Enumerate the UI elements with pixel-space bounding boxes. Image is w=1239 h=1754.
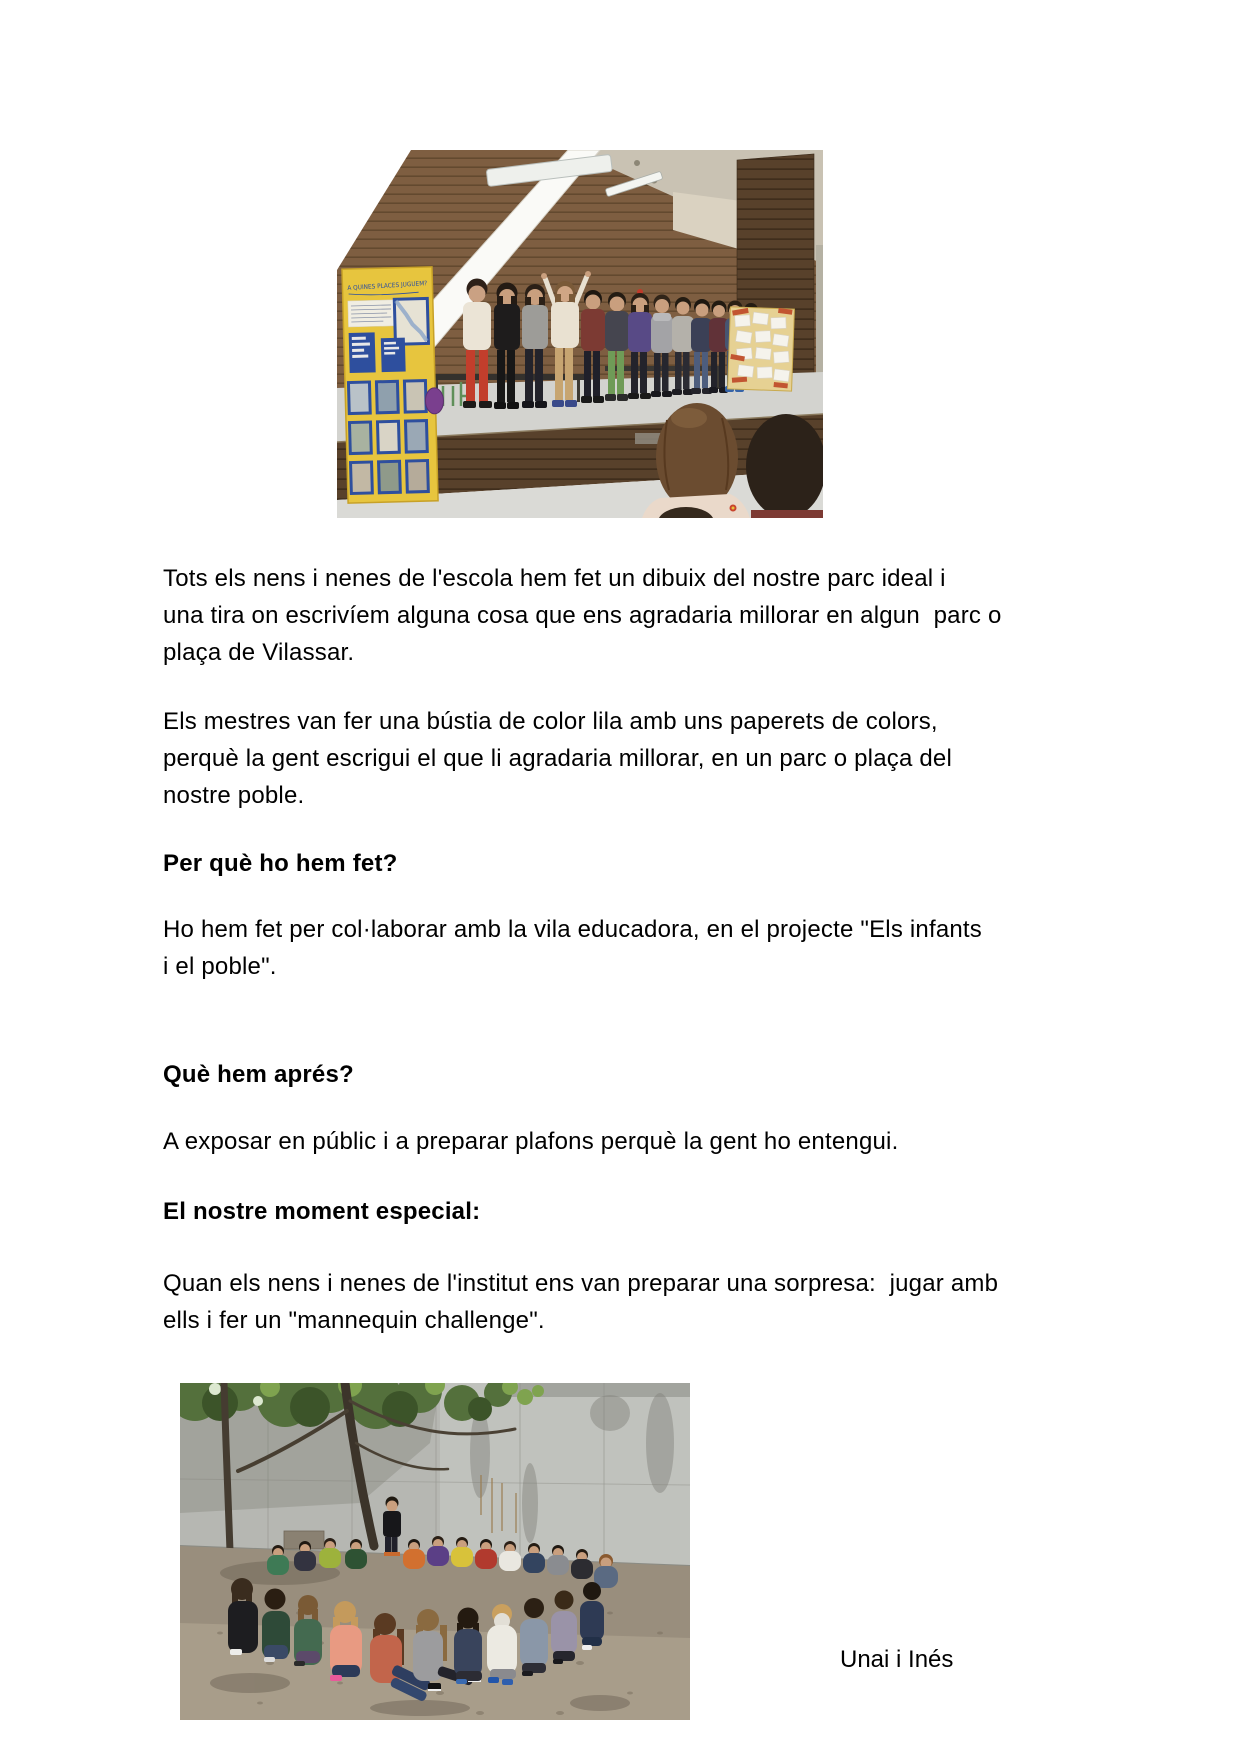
text-line: nostre poble.	[163, 782, 305, 809]
heading-line: Què hem aprés?	[163, 1061, 354, 1088]
text-line: Quan els nens i nenes de l'institut ens van preparar una sorpresa: jugar amb	[163, 1270, 999, 1297]
paragraph-drawings	[163, 560, 1002, 671]
project-poster	[342, 267, 446, 503]
paragraph-collaboration	[163, 911, 982, 985]
heading-line: El nostre moment especial:	[163, 1198, 481, 1225]
text-line: Ho hem fet per col·laborar amb la vila educadora, en el projecte "Els infants	[163, 916, 983, 943]
circle-photo-illustration	[180, 1383, 690, 1720]
text-line: ells i fer un "mannequin challenge".	[163, 1307, 545, 1334]
text-line: Els mestres van fer una bústia de color lila amb uns paperets de colors,	[163, 708, 938, 735]
heading-why-we-did-it	[163, 845, 398, 882]
signature-authors: Unai i Inés	[840, 1646, 954, 1673]
text-line: plaça de Vilassar.	[163, 639, 355, 666]
heading-special-moment	[163, 1193, 480, 1230]
text-line: perquè la gent escrigui el que li agradaria millorar, en un parc o plaça del	[163, 745, 953, 772]
text-line: Tots els nens i nenes de l'escola hem fet un dibuix del nostre parc ideal i	[163, 565, 946, 592]
text-line: A exposar en públic i a preparar plafons perquè la gent ho entengui.	[163, 1128, 899, 1155]
paragraph-surprise	[163, 1265, 998, 1339]
text-line: i el poble".	[163, 953, 277, 980]
poster-title-text: A QUINES PLACES JUGUEM?	[347, 279, 435, 293]
text-line: una tira on escrivíem alguna cosa que ens agradaria millorar en algun parc o	[163, 602, 1002, 629]
heading-what-we-learned	[163, 1056, 354, 1093]
photo-stage-presentation	[337, 150, 823, 518]
paragraph-learned	[163, 1123, 898, 1160]
paragraph-mailbox	[163, 703, 952, 814]
stage-photo-illustration	[337, 150, 823, 518]
photo-children-circle	[180, 1383, 690, 1720]
papers-poster	[728, 306, 795, 391]
heading-line: Per què ho hem fet?	[163, 850, 398, 877]
